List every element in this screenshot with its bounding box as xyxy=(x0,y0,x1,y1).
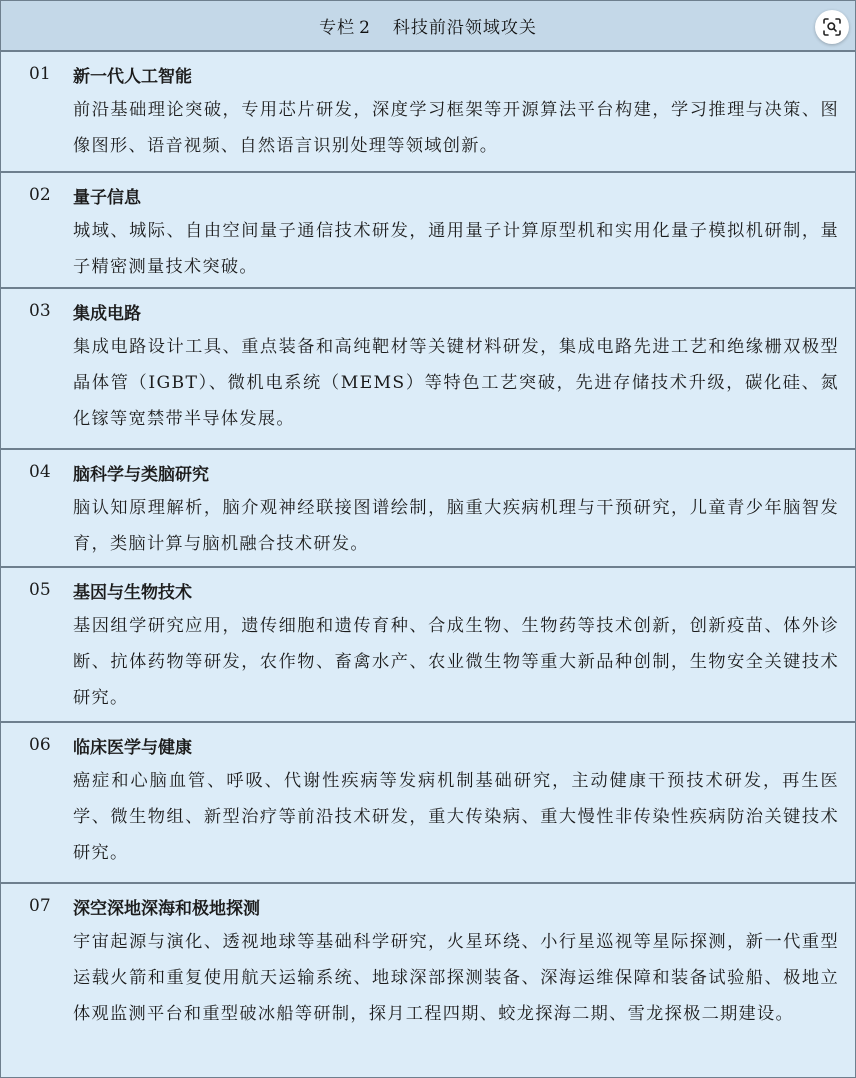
section-heading xyxy=(29,723,839,763)
section-title: 新一代人工智能 xyxy=(73,66,192,87)
section-title: 基因与生物技术 xyxy=(73,582,192,603)
section-heading xyxy=(29,568,839,608)
section-body: 癌症和心脑血管、呼吸、代谢性疾病等发病机制基础研究，主动健康干预技术研发，再生医学、微生物组、新型治疗等前沿技术研发，重大传染病、重大慢性非传染性疾病防治关键技术研究。 xyxy=(73,771,839,863)
section-clinical-medicine xyxy=(1,723,855,884)
column-title xyxy=(319,13,537,38)
section-integrated-circuits xyxy=(1,289,855,450)
section-deep-exploration xyxy=(1,884,855,1074)
section-genes-biotech xyxy=(1,568,855,723)
section-heading xyxy=(29,289,839,329)
section-number: 04 xyxy=(29,462,51,482)
section-body: 城域、城际、自由空间量子通信技术研发，通用量子计算原型机和实用化量子模拟机研制，量子精密测量技术突破。 xyxy=(73,221,839,277)
section-title: 量子信息 xyxy=(73,187,141,208)
section-body: 集成电路设计工具、重点装备和高纯靶材等关键材料研发，集成电路先进工艺和绝缘栅双极型晶体管（IGBT）、微机电系统（MEMS）等特色工艺突破，先进存储技术升级，碳化硅、氮化镓等宽禁带半导体发展。 xyxy=(73,337,839,429)
column-header xyxy=(1,1,855,52)
section-title: 深空深地深海和极地探测 xyxy=(73,898,260,919)
section-heading xyxy=(29,173,839,213)
column-label: 专栏 xyxy=(319,18,356,38)
section-number: 02 xyxy=(29,185,51,205)
section-body: 脑认知原理解析，脑介观神经联接图谱绘制，脑重大疾病机理与干预研究，儿童青少年脑智发育，类脑计算与脑机融合技术研发。 xyxy=(73,498,839,554)
section-artificial-intelligence xyxy=(1,52,855,173)
section-number: 01 xyxy=(29,64,51,84)
section-brain-science xyxy=(1,450,855,568)
scan-icon xyxy=(823,18,841,36)
column-number: 2 xyxy=(359,18,371,38)
section-heading xyxy=(29,884,839,924)
section-number: 05 xyxy=(29,580,51,600)
section-heading xyxy=(29,52,839,92)
section-heading xyxy=(29,450,839,490)
section-number: 07 xyxy=(29,896,51,916)
image-scan-button[interactable] xyxy=(815,10,849,44)
section-quantum-information xyxy=(1,173,855,289)
section-body: 基因组学研究应用，遗传细胞和遗传育种、合成生物、生物药等技术创新，创新疫苗、体外诊断、抗体药物等研发，农作物、畜禽水产、农业微生物等重大新品种创制，生物安全关键技术研究。 xyxy=(73,616,839,708)
section-title: 脑科学与类脑研究 xyxy=(73,464,209,485)
section-body: 前沿基础理论突破，专用芯片研发，深度学习框架等开源算法平台构建，学习推理与决策、图像图形、语音视频、自然语言识别处理等领域创新。 xyxy=(73,100,839,156)
column-heading: 科技前沿领域攻关 xyxy=(392,18,537,38)
section-body: 宇宙起源与演化、透视地球等基础科学研究，火星环绕、小行星巡视等星际探测，新一代重型运载火箭和重复使用航天运输系统、地球深部探测装备、深海运维保障和装备试验船、极地立体观监测平台和重型破冰船等研制，探月工程四期、蛟龙探海二期、雪龙探极二期建设。 xyxy=(73,932,839,1024)
section-title: 临床医学与健康 xyxy=(73,737,192,758)
section-number: 03 xyxy=(29,301,51,321)
section-number: 06 xyxy=(29,735,51,755)
section-title: 集成电路 xyxy=(73,303,141,324)
